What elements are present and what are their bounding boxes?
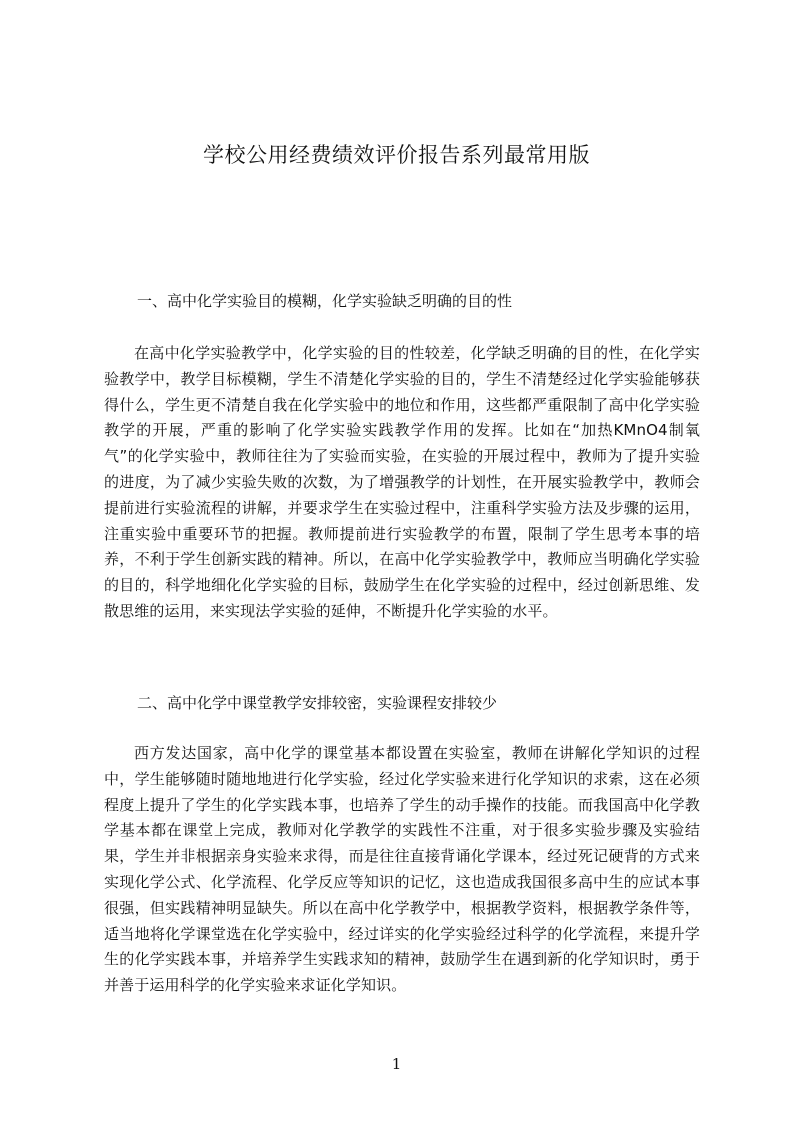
section-paragraph-1: 在高中化学实验教学中，化学实验的目的性较差，化学缺乏明确的目的性，在化学实验教学中，教学目标模糊，学生不清楚化学实验的目的，学生不清楚经过化学实验能够获得什么，学生更不清楚自我在化学实验中的地位和作用，这些都严重限制了高中化学实验教学的开展，严重的影响了化学实验实践教学作用的发挥。比如在“加热KMnO4制氧气”的化学实验中，教师往往为了实验而实验，在实验的开展过程中，教师为了提升实验的进度，为了减少实验失败的次数，为了增强教学的计划性，在开展实验教学中，教师会提前进行实验流程的讲解，并要求学生在实验过程中，注重科学实验方法及步骤的运用，注重实验中重要环节的把握。教师提前进行实验教学的布置，限制了学生思考本事的培养，不利于学生创新实践的精神。所以，在高中化学实验教学中，教师应当明确化学实验的目的，科学地细化化学实验的目标，鼓励学生在化学实验的过程中，经过创新思维、发散思维的运用，来实现法学实验的延伸，不断提升化学实验的水平。 [104,344,700,620]
document-title: 学校公用经费绩效评价报告系列最常用版 [203,143,590,167]
section-paragraph-2: 西方发达国家，高中化学的课堂基本都设置在实验室，教师在讲解化学知识的过程中，学生能够随时随地地进行化学实验，经过化学实验来进行化学知识的求索，这在必须程度上提升了学生的化学实践本事，也培养了学生的动手操作的技能。而我国高中化学教学基本都在课堂上完成，教师对化学教学的实践性不注重，对于很多实验步骤及实验结果，学生并非根据亲身实验来求得，而是往往直接背诵化学课本，经过死记硬背的方式来实现化学公式、化学流程、化学反应等知识的记忆，这也造成我国很多高中生的应试本事很强，但实践精神明显缺失。所以在高中化学教学中，根据教学资料，根据教学条件等，适当地将化学课堂选在化学实验中，经过详实的化学实验经过科学的化学流程，来提升学生的化学实践本事，并培养学生实践求知的精神，鼓励学生在遇到新的化学知识时，勇于并善于运用科学的化学实验来求证化学知识。 [104,744,700,995]
section-heading-2: 二、高中化学中课堂教学安排较密，实验课程安排较少 [137,694,498,712]
page-number: 1 [391,1055,402,1073]
section-heading-1: 一、高中化学实验目的模糊，化学实验缺乏明确的目的性 [137,292,513,310]
